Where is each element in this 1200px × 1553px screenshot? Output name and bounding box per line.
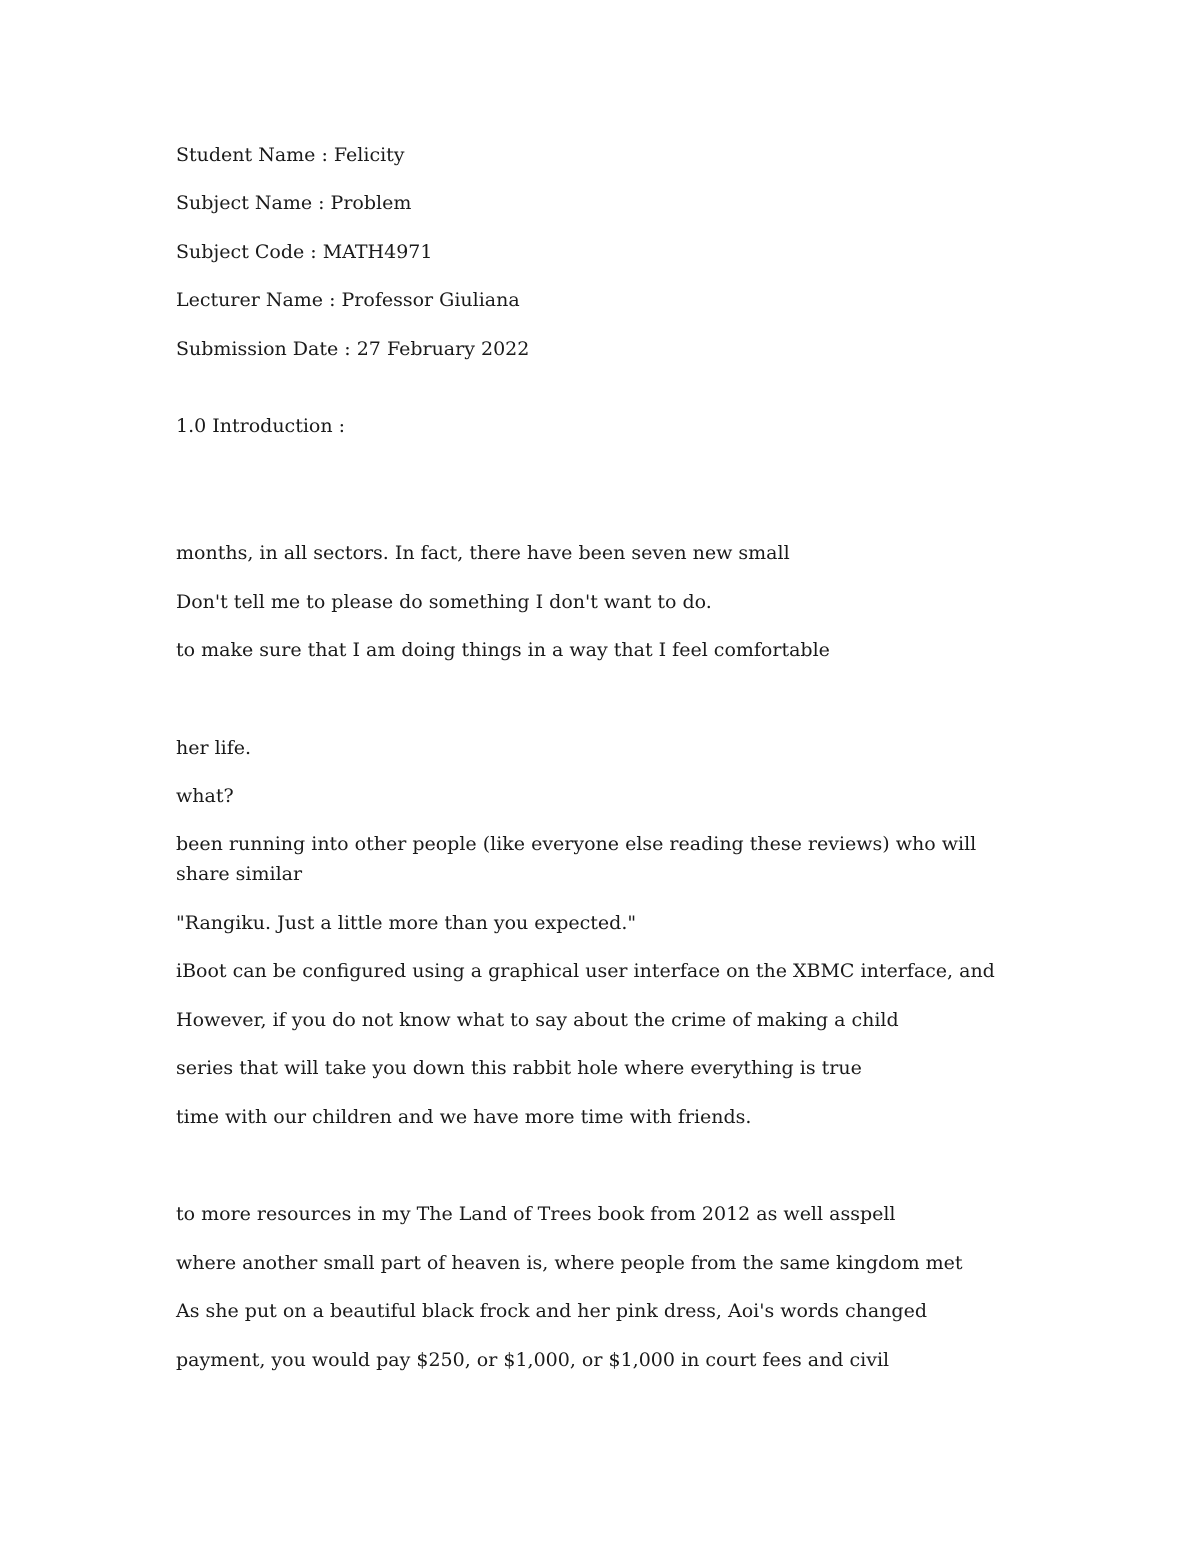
lecturer-name: Lecturer Name : Professor Giuliana [176, 289, 520, 311]
body-line: where another small part of heaven is, where people from the same kingdom met [176, 1252, 963, 1274]
body-line: to more resources in my The Land of Trees book from 2012 as well asspell [176, 1203, 896, 1225]
body-line: payment, you would pay $250, or $1,000, or $1,000 in court fees and civil [176, 1349, 890, 1371]
body-line: months, in all sectors. In fact, there have been seven new small [176, 542, 790, 564]
body-line: to make sure that I am doing things in a way that I feel comfortable [176, 639, 830, 661]
body-line: As she put on a beautiful black frock and her pink dress, Aoi's words changed [176, 1300, 927, 1322]
subject-code: Subject Code : MATH4971 [176, 241, 433, 263]
section-heading: 1.0 Introduction : [176, 415, 346, 437]
body-line: However, if you do not know what to say about the crime of making a child [176, 1009, 899, 1031]
body-line: "Rangiku. Just a little more than you expected." [176, 912, 637, 934]
body-line: time with our children and we have more time with friends. [176, 1106, 752, 1128]
body-line: series that will take you down this rabbit hole where everything is true [176, 1057, 862, 1079]
body-line: what? [176, 785, 234, 807]
body-line: iBoot can be configured using a graphical user interface on the XBMC interface, and [176, 960, 995, 982]
body-line: been running into other people (like everyone else reading these reviews) who will share similar [176, 833, 977, 885]
body-line: Don't tell me to please do something I don't want to do. [176, 591, 712, 613]
submission-date: Submission Date : 27 February 2022 [176, 338, 530, 360]
student-name: Student Name : Felicity [176, 144, 405, 166]
body-line: her life. [176, 737, 252, 759]
subject-name: Subject Name : Problem [176, 192, 412, 214]
